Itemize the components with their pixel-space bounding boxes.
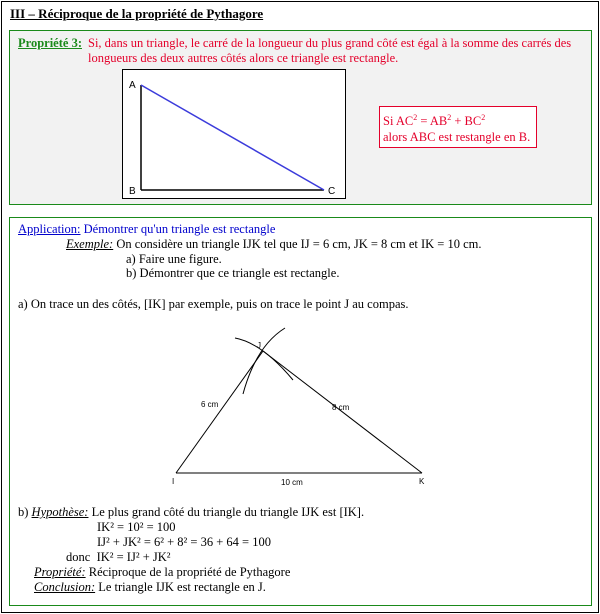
calc-line3: [66, 550, 171, 564]
exemple-text: On considère un triangle IJK tel que IJ = 6 cm, JK = 8 cm et IK = 10 cm.: [116, 237, 482, 251]
propriete-line: [34, 565, 290, 579]
calc3-text: IK² = IJ² + JK²: [96, 550, 171, 564]
formula-bc: + BC: [454, 114, 482, 129]
side-ij: [176, 351, 263, 473]
task-b: b) Démontrer que ce triangle est rectangle.: [126, 266, 340, 280]
calc-line1: IK² = 10² = 100: [97, 520, 176, 534]
formula-si: Si: [383, 114, 394, 129]
exemple-label: Exemple:: [66, 237, 114, 251]
property-text-line2: longueurs des deux autres côtés alors ce triangle est rectangle.: [88, 51, 399, 65]
calc-line2: IJ² + JK² = 6² + 8² = 36 + 64 = 100: [97, 535, 271, 549]
calc3-prefix: donc: [66, 550, 91, 564]
point-i-label: I: [172, 477, 175, 486]
conclusion-label: Conclusion:: [34, 580, 96, 594]
property-text-line1: Si, dans un triangle, le carré de la longueur du plus grand côté est égal à la somme des carrés des: [88, 36, 572, 50]
point-b-label: B: [129, 186, 136, 197]
compass-arc-2: [243, 328, 285, 394]
application-heading-text: Démontrer qu'un triangle est rectangle: [83, 222, 276, 236]
side-jk: [263, 351, 422, 473]
task-a: a) Faire une figure.: [126, 252, 222, 266]
right-triangle-figure: [122, 69, 346, 199]
hypothese-prefix: b): [18, 505, 32, 519]
formula-exp-ab: 2: [447, 113, 452, 122]
formula-exp-bc: 2: [481, 113, 486, 122]
side-ac: [141, 85, 324, 190]
length-ik-label: 10 cm: [281, 478, 303, 487]
triangle-ijk-figure: [160, 322, 450, 494]
point-c-label: C: [328, 186, 336, 197]
hypothese-text: Le plus grand côté du triangle du triangle IJK est [IK].: [91, 505, 365, 519]
propriete-text: Réciproque de la propriété de Pythagore: [88, 565, 291, 579]
point-j-label: J: [257, 341, 261, 350]
length-jk-label: 8 cm: [332, 403, 350, 412]
conclusion-line: [34, 580, 266, 594]
conclusion-text: Le triangle IJK est rectangle en J.: [98, 580, 266, 594]
formula-exp-ac: 2: [413, 113, 418, 122]
length-ij-label: 6 cm: [201, 400, 219, 409]
point-a-label: A: [129, 80, 136, 91]
exemple-line: [66, 237, 482, 251]
application-label: Application:: [18, 222, 81, 236]
step-a: a) On trace un des côtés, [IK] par exemple, puis on trace le point J au compas.: [18, 297, 409, 311]
right-triangle-svg: [123, 70, 345, 198]
property-label: Propriété 3:: [18, 36, 82, 50]
application-heading: [18, 222, 275, 236]
formula-ac: AC: [395, 114, 414, 129]
formula-ab: = AB: [420, 114, 448, 129]
formula-line2: alors ABC est restangle en B.: [383, 130, 531, 144]
compass-arc-1: [235, 338, 293, 380]
formula-line1: [383, 111, 485, 128]
point-k-label: K: [419, 477, 425, 486]
section-title: III – Réciproque de la propriété de Pythagore: [10, 6, 264, 21]
hypothese-line: [18, 505, 364, 519]
hypothese-label: Hypothèse:: [31, 505, 89, 519]
propriete-label: Propriété:: [34, 565, 86, 579]
